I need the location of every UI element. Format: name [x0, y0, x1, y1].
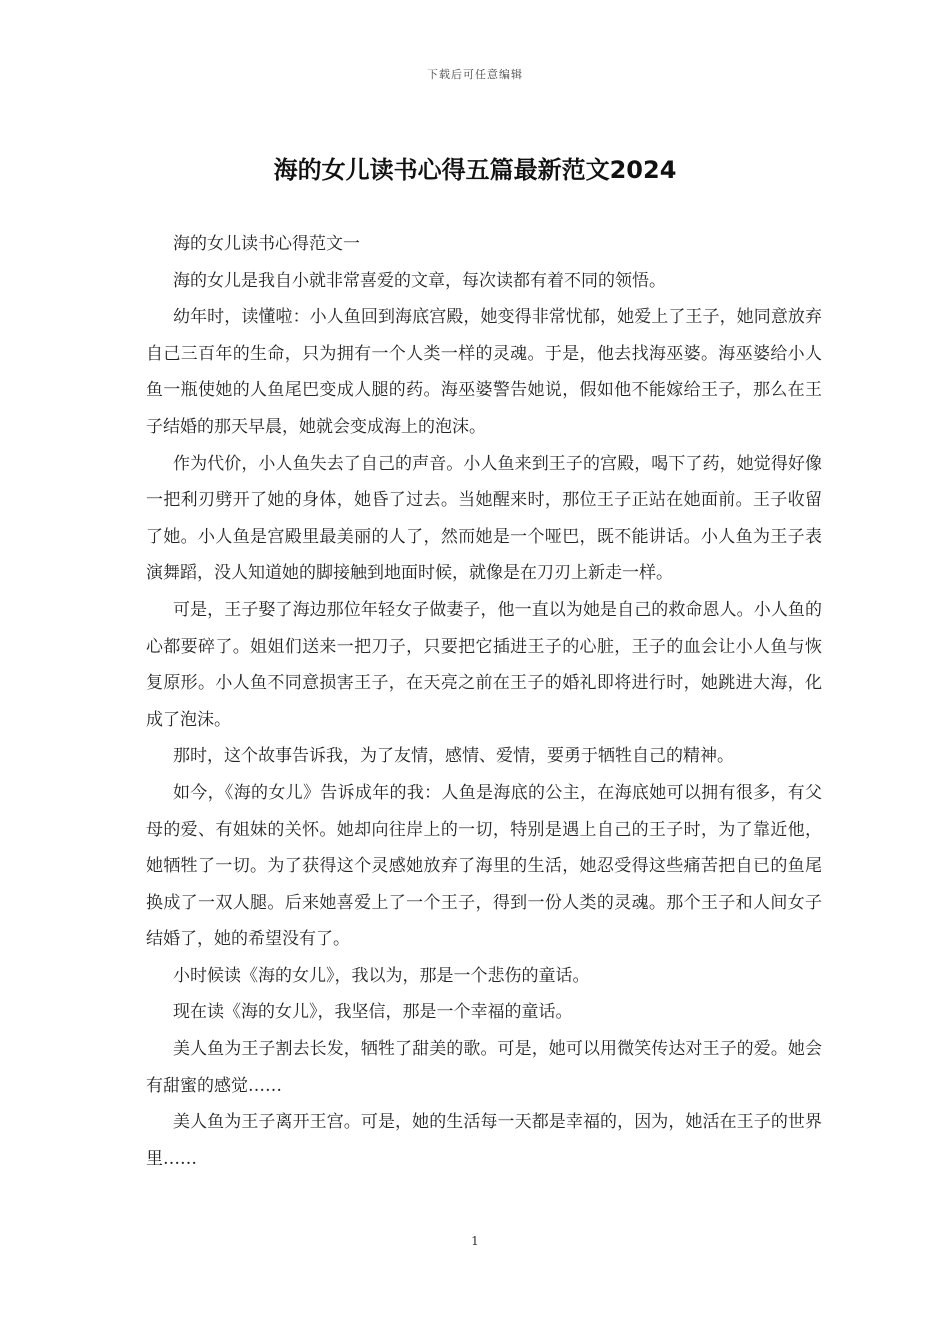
paragraph: 现在读《海的女儿》，我坚信，那是一个幸福的童话。 [173, 1002, 573, 1023]
paragraph: 作为代价，小人鱼失去了自己的声音。小人鱼来到王子的宫殿，喝下了药，她觉得好像一把利刃劈开了她的身体，她昏了过去。当她醒来时，那位王子正站在她面前。王子收留了她。小人鱼是宫殿里最美丽的人了，然而她是一个哑巴，既不能讲话。小人鱼为王子表演舞蹈，没人知道她的脚接触到地面时候，就像是在刀刃上新走一样。 [146, 453, 822, 584]
paragraph: 幼年时，读懂啦：小人鱼回到海底宫殿，她变得非常忧郁，她爱上了王子，她同意放弃自己三百年的生命，只为拥有一个人类一样的灵魂。于是，他去找海巫婆。海巫婆给小人鱼一瓶使她的人鱼尾巴变成人腿的药。海巫婆警告她说，假如他不能嫁给王子，那么在王子结婚的那天早晨，她就会变成海上的泡沫。 [146, 307, 822, 437]
page-number: 1 [471, 1234, 479, 1248]
paragraph: 美人鱼为王子离开王宫。可是，她的生活每一天都是幸福的，因为，她活在王子的世界里…… [146, 1112, 822, 1169]
paragraph-section-heading: 海的女儿读书心得范文一 [173, 234, 360, 254]
paragraph: 美人鱼为王子割去长发，牺牲了甜美的歌。可是，她可以用微笑传达对王子的爱。她会有甜蜜的感觉…… [146, 1039, 822, 1096]
paragraph: 海的女儿是我自小就非常喜爱的文章，每次读都有着不同的领悟。 [173, 270, 666, 291]
paragraph: 小时候读《海的女儿》，我以为，那是一个悲伤的童话。 [173, 965, 590, 986]
document-body [146, 226, 822, 1177]
paragraph: 可是，王子娶了海边那位年轻女子做妻子，他一直以为她是自己的救命恩人。小人鱼的心都要碎了。姐姐们送来一把刀子，只要把它插进王子的心脏，王子的血会让小人鱼与恢复原形。小人鱼不同意损害王子，在天亮之前在王子的婚礼即将进行时，她跳进大海，化成了泡沫。 [146, 599, 822, 730]
paragraph: 那时，这个故事告诉我，为了友情，感情、爱情，要勇于牺牲自己的精神。 [173, 746, 734, 767]
document-title: 海的女儿读书心得五篇最新范文2024 [273, 156, 677, 184]
paragraph: 如今，《海的女儿》告诉成年的我：人鱼是海底的公主，在海底她可以拥有很多，有父母的爱、有姐妹的关怀。她却向往岸上的一切，特别是遇上自己的王子时，为了靠近他，她牺牲了一切。为了获得这个灵感她放弃了海里的生活，她忍受得这些痛苦把自已的鱼尾换成了一双人腿。后来她喜爱上了一个王子，得到一份人类的灵魂。那个王子和人间女子结婚了，她的希望没有了。 [146, 782, 822, 950]
page-header-note: 下载后可任意编辑 [427, 68, 523, 81]
